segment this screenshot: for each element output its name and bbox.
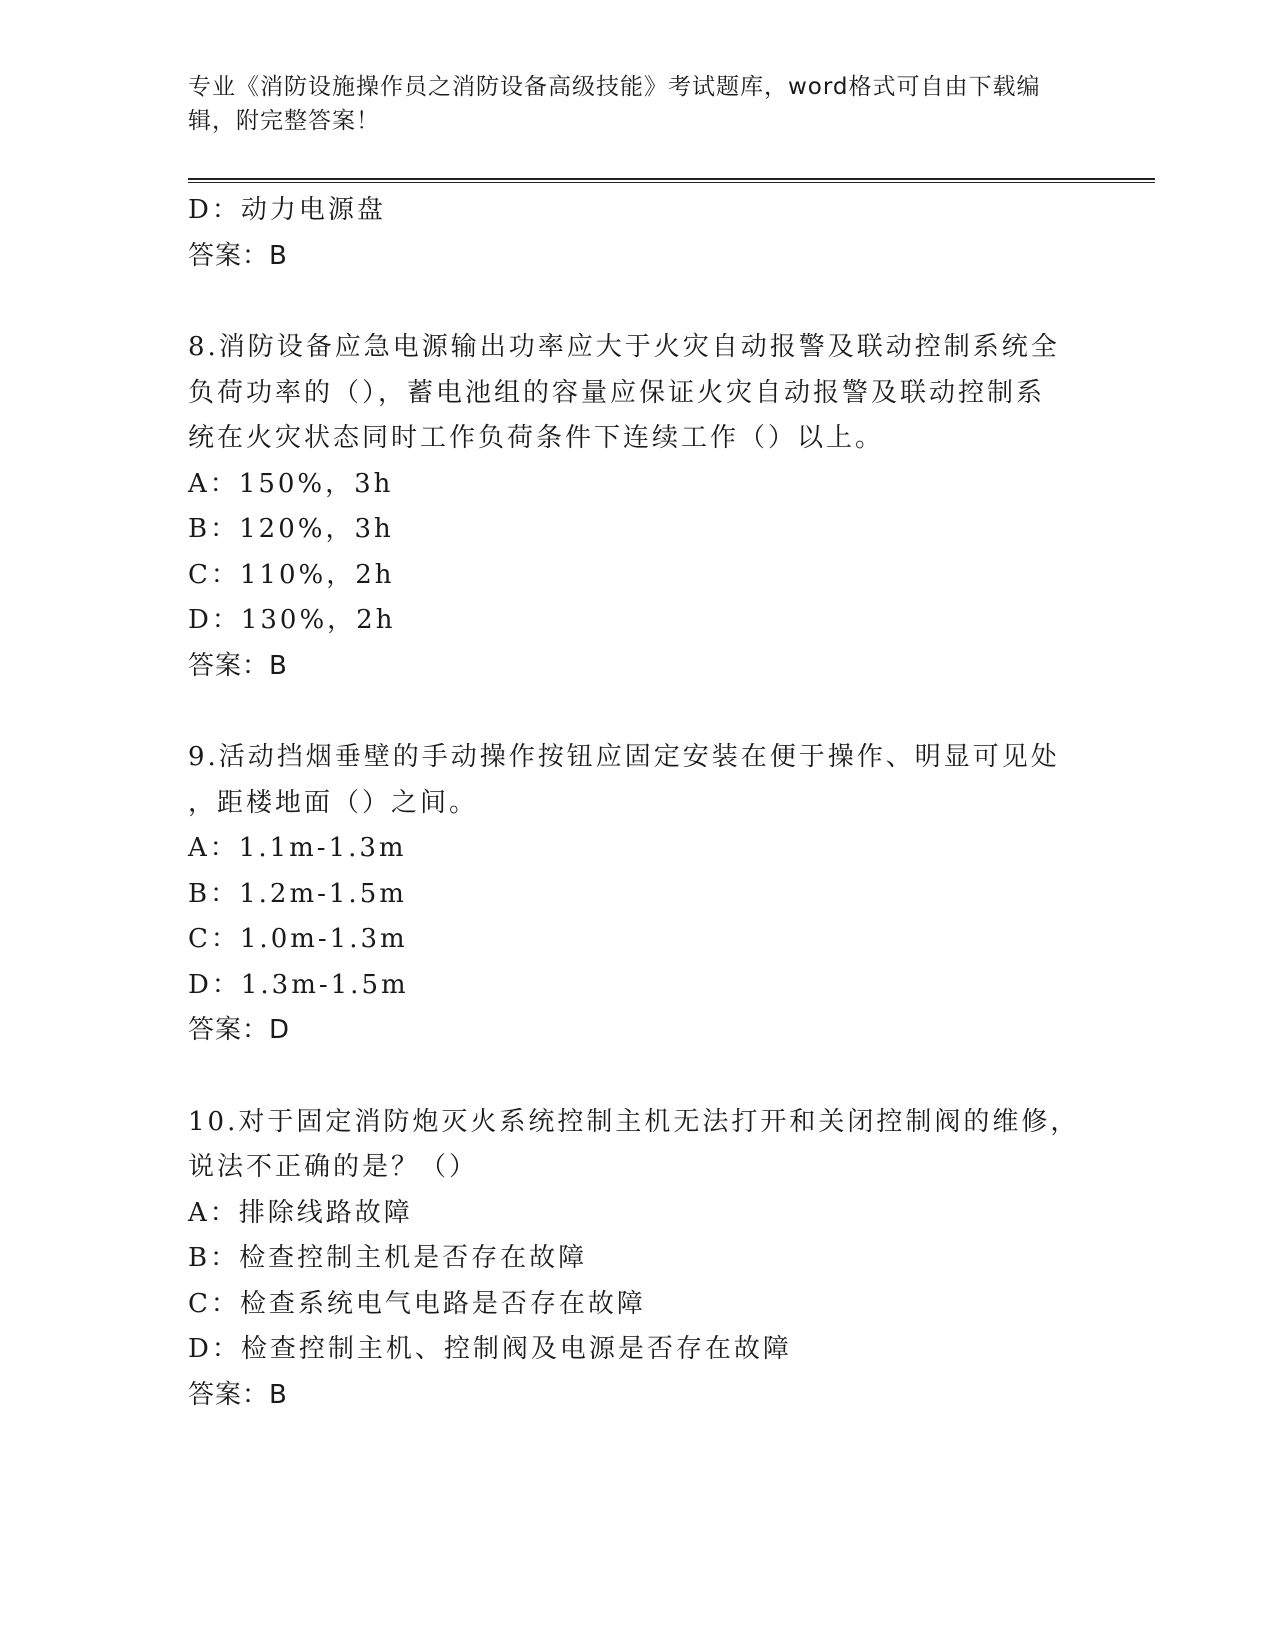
option-b: B：1.2m-1.5m xyxy=(188,878,407,909)
option-d: D：130%，2h xyxy=(188,605,396,635)
answer-line: 答案：B xyxy=(188,650,288,681)
option-d: D：检查控制主机、控制阀及电源是否存在故障 xyxy=(188,1334,792,1364)
option-c: C：检查系统电气电路是否存在故障 xyxy=(188,1288,646,1319)
option-c: C：110%，2h xyxy=(188,559,395,590)
question-content xyxy=(188,188,1080,1418)
question-stem-line: 负荷功率的（），蓄电池组的容量应保证火灾自动报警及联动控制系 xyxy=(188,377,1046,408)
answer-line: 答案：D xyxy=(188,1015,291,1045)
question-stem-line: 9.活动挡烟垂壁的手动操作按钮应固定安装在便于操作、明显可见处 xyxy=(188,742,1060,772)
option-b: B：检查控制主机是否存在故障 xyxy=(188,1243,588,1273)
option-b: B：120%，3h xyxy=(188,514,394,544)
question-stem-line: 说法不正确的是？（） xyxy=(188,1152,479,1182)
option-d: D：动力电源盘 xyxy=(188,195,386,225)
question-stem-line: 统在火灾状态同时工作负荷条件下连续工作（）以上。 xyxy=(188,423,885,453)
header-line-2: 辑，附完整答案！ xyxy=(188,108,380,134)
question-10 xyxy=(188,1100,1080,1419)
header-divider-thick xyxy=(188,178,1155,180)
option-c: C：1.0m-1.3m xyxy=(188,924,408,954)
option-a: A：1.1m-1.3m xyxy=(188,833,407,863)
question-8 xyxy=(188,325,1068,689)
page-header xyxy=(188,70,1088,138)
question-stem-line: ，距楼地面（）之间。 xyxy=(188,787,479,818)
answer-line: 答案：B xyxy=(188,1379,288,1410)
option-d: D：1.3m-1.5m xyxy=(188,969,409,1000)
header-line-1: 专业《消防设施操作员之消防设备高级技能》考试题库，word格式可自由下载编 xyxy=(188,74,1041,100)
header-divider-thin xyxy=(188,182,1155,183)
question-stem-line: 8.消防设备应急电源输出功率应大于火灾自动报警及联动控制系统全 xyxy=(188,332,1060,362)
option-a: A：150%，3h xyxy=(188,468,394,499)
answer-line: 答案：B xyxy=(188,240,288,271)
question-stem-line: 10.对于固定消防炮灭火系统控制主机无法打开和关闭控制阀的维修， xyxy=(188,1106,1080,1137)
previous-question-tail xyxy=(188,188,1068,279)
question-9 xyxy=(188,735,1068,1054)
option-a: A：排除线路故障 xyxy=(188,1197,413,1228)
